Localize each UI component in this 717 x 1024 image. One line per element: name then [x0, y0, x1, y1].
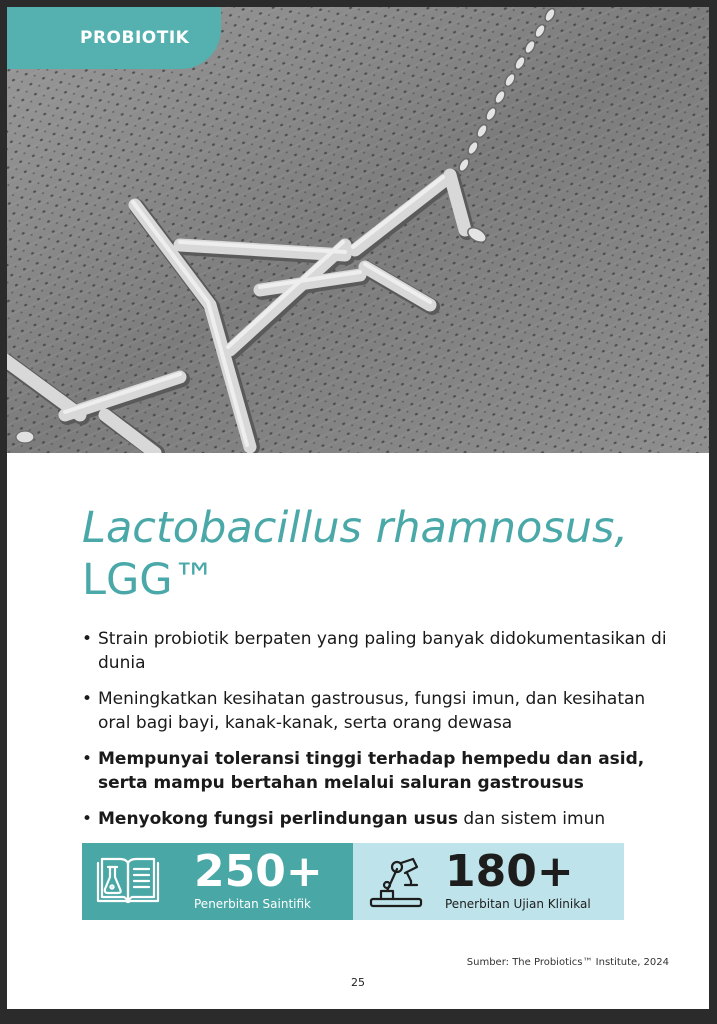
list-item: • Meningkatkan kesihatan gastrousus, fungsi imun, dan kesihatan oral bagi bayi, kanak-kanak, serta orang dewasa [82, 687, 672, 735]
page-title [82, 502, 682, 606]
stat-clinical-publications [353, 843, 624, 920]
list-item: • Mempunyai toleransi tinggi terhadap hempedu dan asid, serta mampu bertahan melalui saluran gastrousus [82, 747, 672, 795]
benefit-list [82, 627, 672, 843]
list-item: • Strain probiotik berpaten yang paling banyak didokumentasikan di dunia [82, 627, 672, 675]
microscope-icon [367, 855, 427, 913]
category-tab [7, 7, 221, 69]
stat-value: 180+ [445, 846, 574, 897]
bacteria-micrograph-image [7, 7, 709, 453]
page [7, 7, 709, 1009]
title-strain: LGG™ [82, 555, 216, 605]
stat-label: Penerbitan Saintifik [194, 897, 311, 911]
stat-value: 250+ [194, 846, 323, 897]
source-citation: Sumber: The Probiotics™ Institute, 2024 [466, 957, 669, 968]
stat-label: Penerbitan Ujian Klinikal [445, 897, 591, 911]
category-label: PROBIOTIK [80, 28, 190, 48]
title-species: Lactobacillus rhamnosus, [82, 503, 629, 553]
page-number: 25 [351, 976, 365, 989]
book-lab-icon [94, 855, 162, 911]
list-item: • Menyokong fungsi perlindungan usus dan sistem imun [82, 807, 672, 831]
stats-bar [82, 843, 624, 920]
stat-scientific-publications [82, 843, 353, 920]
